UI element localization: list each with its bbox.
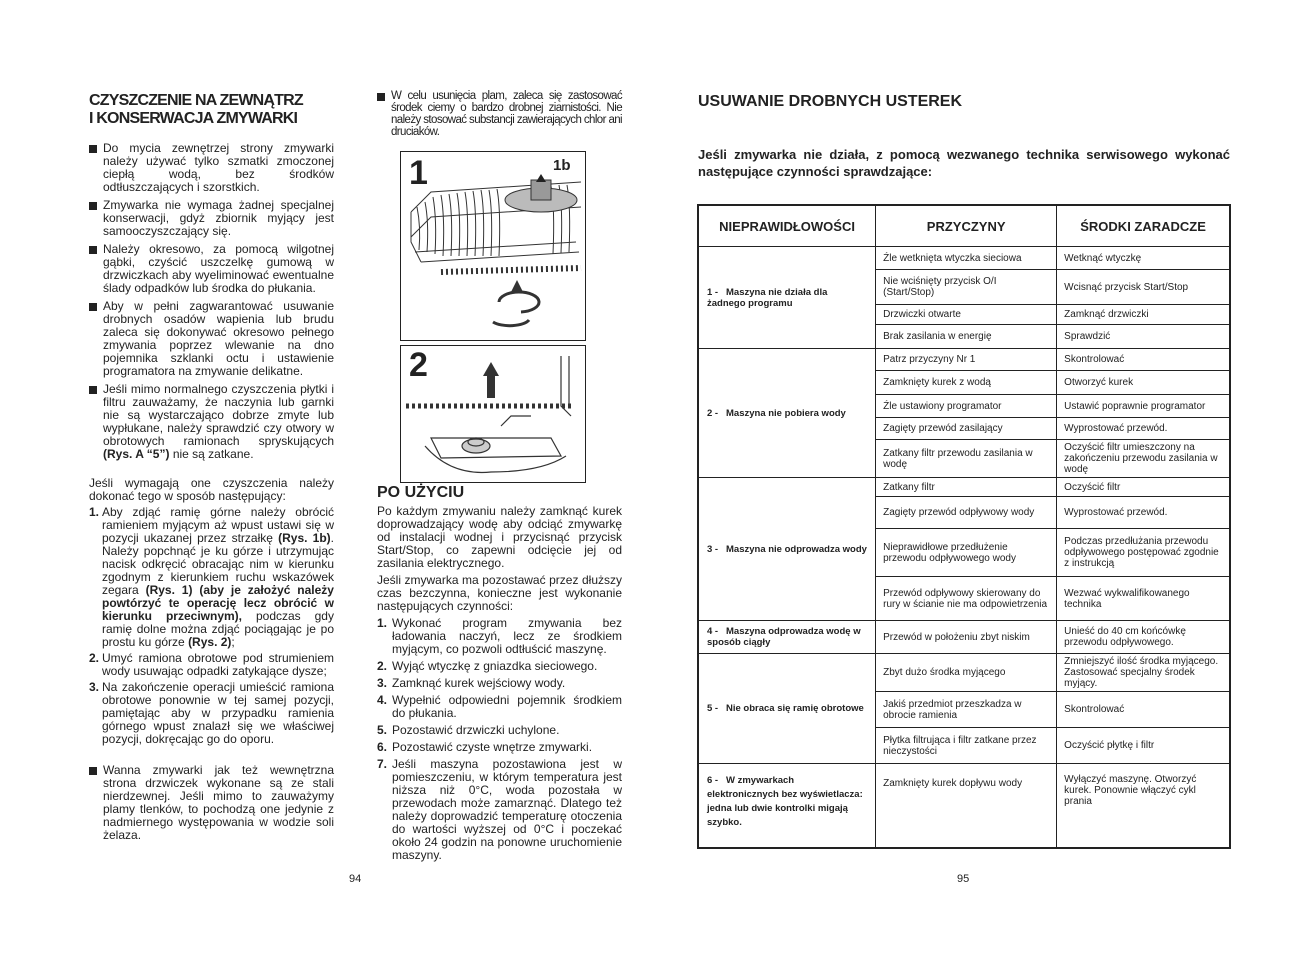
fault-number: 3 - <box>707 543 719 555</box>
table-row <box>698 621 1230 654</box>
header-remedies: ŚRODKI ZARADCZE <box>1057 205 1230 247</box>
cause-cell: Zamknięty kurek dopływu wody <box>876 764 1057 848</box>
remedy-cell: Podczas przedłużania przewodu odpływowego postępować zgodnie z instrukcją <box>1057 529 1230 577</box>
bullet-5-text: Jeśli mimo normalnego czyszczenia płytki i filtru zauważamy, że naczynia lub garnki nie są wystarczająco dobrze zmyte lub wypłukane, należy sprawdzić czy otwory w obrotowych ramionach spryskujących <box>103 382 334 448</box>
table-row <box>698 764 1230 848</box>
step-number: 4. <box>377 693 388 707</box>
step-number: 6. <box>377 740 388 754</box>
fault-number: 2 - <box>707 407 719 419</box>
cleaning-step-3 <box>89 681 334 746</box>
bullet-5-end: nie są zatkane. <box>172 447 254 461</box>
step-number: 3. <box>89 680 100 694</box>
header-faults: NIEPRAWIDŁOWOŚCI <box>698 205 876 247</box>
after-use-step <box>377 741 622 754</box>
fault-number: 5 - <box>707 703 719 714</box>
table-row <box>698 349 1230 371</box>
fault-label: Maszyna nie działa dla żadnego programu <box>707 286 828 309</box>
table-row <box>698 654 1230 692</box>
cause-cell: Drzwiczki otwarte <box>876 305 1057 325</box>
remedy-cell: Oczyścić filtr <box>1057 478 1230 497</box>
figure-1 <box>400 151 586 341</box>
remedy-cell: Oczyścić płytkę i filtr <box>1057 728 1230 764</box>
bullet-1: Do mycia zewnętrzej strony zmywarki należy używać tylko szmatki zmoczonej ciepłą wodą, bez środków odtłuszczających i szorstkich. <box>89 142 334 194</box>
cleaning-intro: Jeśli wymagają one czyszczenia należy dokonać tego w sposób następujący: <box>89 476 334 503</box>
step-text: Pozostawić czyste wnętrze zmywarki. <box>392 740 593 754</box>
remedy-cell: Zamknąć drzwiczki <box>1057 305 1230 325</box>
page-number-left: 94 <box>349 873 362 885</box>
after-use-section <box>377 486 622 866</box>
step1-ref-1: (Rys. 1) (aby je założyć należy powtórzyć te operację lecz obrócić w kierunku przeciwnym), <box>102 583 334 623</box>
troubleshooting-title: USUWANIE DROBNYCH USTEREK <box>698 93 963 110</box>
fault-label: Maszyna nie odprowadza wody <box>726 543 867 555</box>
step1-ref-2: (Rys. 2) <box>188 635 232 649</box>
fault-label: Nie obraca się ramię obrotowe <box>726 703 864 714</box>
cause-cell: Patrz przyczyny Nr 1 <box>876 349 1057 371</box>
step-number: 3. <box>377 676 388 690</box>
remedy-cell: Skontrolować <box>1057 349 1230 371</box>
table-header-row <box>698 205 1230 247</box>
table-row <box>698 478 1230 497</box>
after-use-paragraph-1: Po każdym zmywaniu należy zamknąć kurek doprowadzający wodę aby odciąć zmywarkę od instalacji wodnej i przycisnąć przycisk Start/Stop, co zapewni odcięcie jej od zasilania elektrycznego. <box>377 504 622 570</box>
title-line-2: I KONSERWACJA ZMYWARKI <box>89 110 298 127</box>
fault-cell <box>698 247 876 349</box>
cause-cell: Zamknięty kurek z wodą <box>876 371 1057 395</box>
bullet-last: Wanna zmywarki jak też wewnętrzna strona drzwiczek wykonane są ze stali nierdzewnej. Jeśli mimo to zauważymy plamy tlenków, to pochodzą one jedynie z nadmiernego występowania w wodzie soli żelaza. <box>89 764 334 842</box>
upper-spray-arm-drawing <box>401 152 585 340</box>
step-number: 5. <box>377 723 388 737</box>
bullet-5-ref: (Rys. A “5”) <box>103 447 170 461</box>
fault-number: 6 - <box>707 775 719 786</box>
remedy-cell: Zmniejszyć ilość środka myjącego. Zastosować specjalny środek myjący. <box>1057 654 1230 692</box>
cause-cell: Przewód w położeniu zbyt niskim <box>876 621 1057 654</box>
step1-text-c: . Należy popchnąć je ku górze i utrzymując nacisk odkręcić obracając nim w kierunku zgodnym z kierunkiem ruchu wskazówek zegara <box>102 531 334 597</box>
step2-text: Umyć ramiona obrotowe pod strumieniem wody usuwając odpadki zatykające dysze; <box>102 651 334 678</box>
section-title-cleaning <box>89 92 334 128</box>
cause-cell: Źle wetknięta wtyczka sieciowa <box>876 247 1057 270</box>
bullet-3: Należy okresowo, za pomocą wilgotnej gąbki, czyścić uszczelkę gumową w drzwiczkach aby wyeliminować ewentualne ślady odpadków lub środka do płukania. <box>89 243 334 295</box>
remedy-cell: Wezwać wykwalifikowanego technika <box>1057 577 1230 621</box>
step1-text-a: Aby zdjąć ramię górne należy obrócić ramieniem myjącym aż wpust ustawi się w pozycji ukazanej przez strzałkę <box>102 505 334 545</box>
remedy-cell: Wyprostować przewód. <box>1057 418 1230 440</box>
step3-text: Na zakończenie operacji umieścić ramiona obrotowe ponownie w tej samej pozycji, pamiętając aby w przypadku ramienia górnego wpust znalazł się we właściwej pozycji, dokręcając go do oporu. <box>102 680 334 746</box>
cause-cell: Nieprawidłowe przedłużenie przewodu odpływowego wody <box>876 529 1057 577</box>
after-use-step <box>377 677 622 690</box>
step-number: 7. <box>377 757 388 771</box>
remedy-cell: Unieść do 40 cm końcówkę przewodu odpływowego. <box>1057 621 1230 654</box>
cause-cell: Przewód odpływowy skierowany do rury w ścianie nie ma odpowietrzenia <box>876 577 1057 621</box>
cause-cell: Zagięty przewód odpływowy wody <box>876 497 1057 529</box>
troubleshooting-table <box>697 204 1231 849</box>
cause-cell: Źle ustawiony programator <box>876 395 1057 418</box>
title-line-1: CZYSZCZENIE NA ZEWNĄTRZ <box>89 92 303 109</box>
step1-ref-1b: (Rys. 1b) <box>278 531 331 545</box>
middle-top <box>377 90 622 143</box>
after-use-paragraph-2: Jeśli zmywarka ma pozostawać przez dłuższy czas bezczynna, konieczne jest wykonanie następujących czynności: <box>377 573 622 613</box>
step1-text-e: podczas gdy ramię dolne można zdjąć pociągając je po prostu ku górze <box>102 609 334 649</box>
left-column <box>89 92 334 847</box>
cleaning-step-1 <box>89 506 334 649</box>
after-use-step <box>377 660 622 673</box>
fault-label: W zmywarkach elektronicznych bez wyświetlacza: jedna lub dwie kontrolki migają szybko. <box>707 775 863 828</box>
fault-number: 4 - <box>707 626 719 637</box>
after-use-step <box>377 724 622 737</box>
cause-cell: Zagięty przewód zasilający <box>876 418 1057 440</box>
fault-cell <box>698 764 876 848</box>
lower-spray-arm-drawing <box>401 346 585 482</box>
step-text: Wyjąć wtyczkę z gniazdka sieciowego. <box>392 659 598 673</box>
stain-bullet: W celu usunięcia plam, zaleca się zastosować środek ciemy o bardzo drobnej ziarnistości. Nie należy stosować substancji zawierających chlor ani druciaków. <box>377 90 622 138</box>
troubleshooting-intro: Jeśli zmywarka nie działa, z pomocą wezwanego technika serwisowego wykonać następujące czynności sprawdzające: <box>698 147 1230 179</box>
step-text: Pozostawić drzwiczki uchylone. <box>392 723 560 737</box>
fault-cell <box>698 478 876 621</box>
table-row <box>698 247 1230 270</box>
remedy-cell: Wcisnąć przycisk Start/Stop <box>1057 270 1230 305</box>
step-number: 1. <box>377 616 388 630</box>
bullet-2: Zmywarka nie wymaga żadnej specjalnej konserwacji, gdyż zbiornik myjący jest samooczyszczający się. <box>89 199 334 238</box>
header-causes: PRZYCZYNY <box>876 205 1057 247</box>
after-use-step <box>377 758 622 862</box>
step-text: Wykonać program zmywania bez ładowania naczyń, lecz ze środkiem myjącym, co pozwoli odtłuścić maszynę. <box>392 616 622 656</box>
step-number: 2. <box>377 659 388 673</box>
cause-cell: Nie wciśnięty przycisk O/I (Start/Stop) <box>876 270 1057 305</box>
step-text: Zamknąć kurek wejściowy wody. <box>392 676 566 690</box>
bullet-4: Aby w pełni zagwarantować usuwanie drobnych osadów wapienia lub brudu zaleca się dokonywać okresowo pełnego zmywania poprzez wlewanie na dno pojemnika szklanki octu i ustawienie programatora na zmywanie delikatne. <box>89 300 334 378</box>
fault-cell <box>698 654 876 764</box>
figure-2-label: 2 <box>409 346 428 384</box>
remedy-cell: Wyłączyć maszynę. Otworzyć kurek. Ponownie włączyć cykl prania <box>1057 764 1230 848</box>
cause-cell: Zatkany filtr <box>876 478 1057 497</box>
remedy-cell: Wetknąć wtyczkę <box>1057 247 1230 270</box>
step-number: 2. <box>89 651 100 665</box>
remedy-cell: Skontrolować <box>1057 692 1230 728</box>
figure-1b-label: 1b <box>553 157 571 174</box>
step-text: Jeśli maszyna pozostawiona jest w pomieszczeniu, w którym temperatura jest niższa niż 0°C, woda pozostała w przewodach może zamarznąć. Dlatego też należy doprowadzić temperaturę otoczenia do wartości wyższej od 0°C i poczekać około 24 godzin na ponowne uruchomienie maszyny. <box>392 757 622 862</box>
fault-label: Maszyna nie pobiera wody <box>726 407 846 419</box>
step-text: Wypełnić odpowiedni pojemnik środkiem do płukania. <box>392 693 622 720</box>
step-number: 1. <box>89 505 100 519</box>
remedy-cell: Sprawdzić <box>1057 325 1230 349</box>
bullet-5 <box>89 383 334 461</box>
fault-cell <box>698 349 876 478</box>
remedy-cell: Wyprostować przewód. <box>1057 497 1230 529</box>
fault-cell <box>698 621 876 654</box>
fault-label: Maszyna odprowadza wodę w sposób ciągły <box>707 626 861 648</box>
remedy-cell: Oczyścić filtr umieszczony na zakończeniu przewodu zasilania w wodę <box>1057 440 1230 478</box>
cause-cell: Zbyt dużo środka myjącego <box>876 654 1057 692</box>
cause-cell: Płytka filtrująca i filtr zatkane przez nieczystości <box>876 728 1057 764</box>
after-use-title: PO UŻYCIU <box>377 484 465 501</box>
after-use-step <box>377 694 622 720</box>
cleaning-step-2 <box>89 652 334 678</box>
fault-number: 1 - <box>707 286 719 298</box>
remedy-cell: Otworzyć kurek <box>1057 371 1230 395</box>
after-use-step <box>377 617 622 656</box>
figure-2 <box>400 345 586 483</box>
remedy-cell: Ustawić poprawnie programator <box>1057 395 1230 418</box>
cause-cell: Zatkany filtr przewodu zasilania w wodę <box>876 440 1057 478</box>
figure-1-label: 1 <box>409 154 428 192</box>
page-number-right: 95 <box>957 873 970 885</box>
step1-text-g: ; <box>231 635 235 649</box>
cause-cell: Brak zasilania w energię <box>876 325 1057 349</box>
cause-cell: Jakiś przedmiot przeszkadza w obrocie ramienia <box>876 692 1057 728</box>
